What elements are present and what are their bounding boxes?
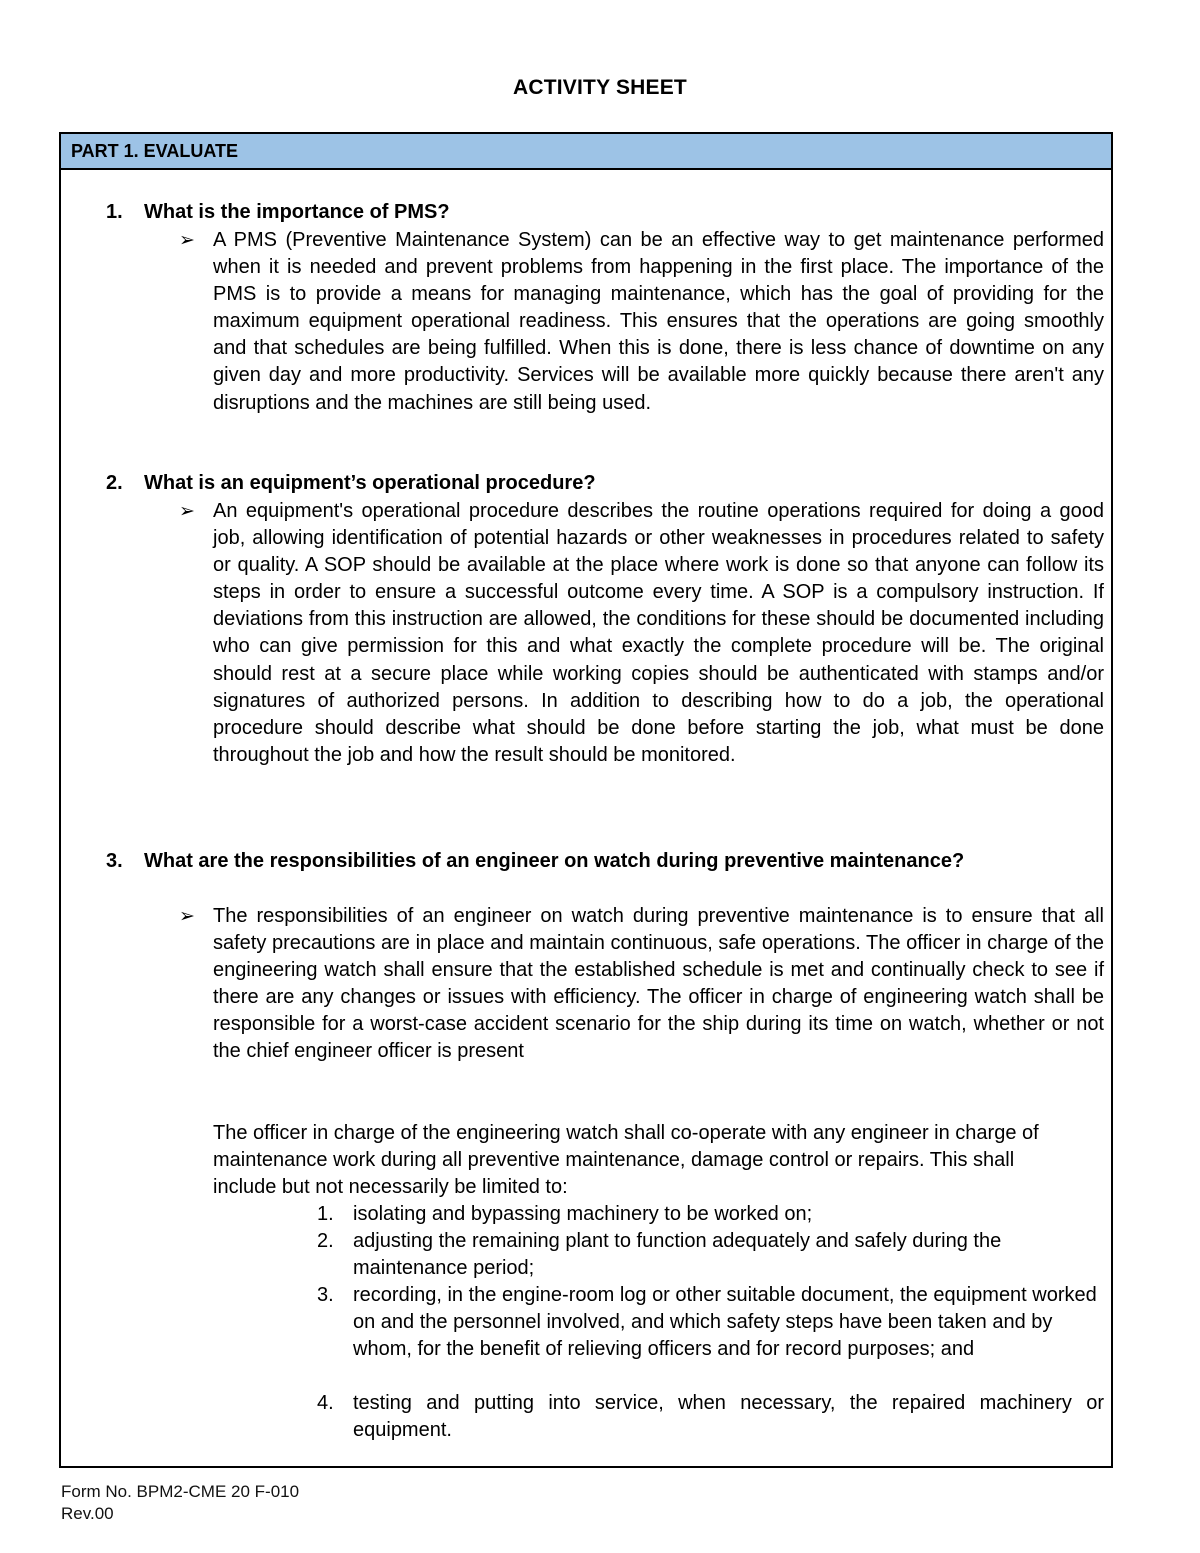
list-item-text: recording, in the engine-room log or other suitable document, the equipment worked on and the personnel involved, and which safety steps have been taken and by whom, for the benefit of relieving officers and for record purposes; and bbox=[353, 1284, 1097, 1361]
list-item bbox=[317, 1390, 1104, 1444]
answer-text: An equipment's operational procedure describes the routine operations required for doing a good job, allowing identification of potential hazards or other weaknesses in procedures related to safety or quality. A SOP should be available at the place where work is done so that anyone can follow its steps in order to ensure a successful outcome every time. A SOP is a compulsory instruction. If deviations from this instruction are allowed, the conditions for these should be documented including who can give permission for this and what exactly the complete procedure will be. The original should rest at a secure place while working copies should be authenticated with stamps and/or signatures of authorized persons. In addition to describing how to do a job, the operational procedure should describe what should be done before starting the job, what must be done throughout the job and how the result should be monitored. bbox=[213, 500, 1104, 766]
list-item-number: 3. bbox=[317, 1284, 334, 1306]
question-number: 1. bbox=[106, 201, 123, 223]
form-number: Form No. BPM2-CME 20 F-010 bbox=[61, 1482, 300, 1501]
answer-3 bbox=[179, 903, 1104, 1066]
page-title: ACTIVITY SHEET bbox=[513, 76, 687, 99]
question-text: What are the responsibilities of an engineer on watch during preventive maintenance? bbox=[144, 850, 965, 872]
question-3 bbox=[106, 848, 1104, 875]
revision: Rev.00 bbox=[61, 1504, 114, 1523]
list-item bbox=[317, 1201, 1104, 1228]
list-item-number: 4. bbox=[317, 1392, 334, 1414]
answer-3-followup: The officer in charge of the engineering watch shall co-operate with any engineer in charge of maintenance work during all preventive maintenance, damage control or repairs. This shall include but not necessarily be limited to: bbox=[213, 1122, 1039, 1199]
answer-text: A PMS (Preventive Maintenance System) can be an effective way to get maintenance performed when it is needed and prevent problems from happening in the first place. The importance of the PMS is to provide a means for managing maintenance, which has the goal of providing for the maximum equipment operational readiness. This ensures that the operations are going smoothly and that schedules are being fulfilled. When this is done, there is less chance of downtime on any given day and more productivity. Services will be available more quickly because there aren't any disruptions and the machines are still being used. bbox=[213, 229, 1104, 414]
list-item bbox=[317, 1282, 1098, 1363]
list-item-text: isolating and bypassing machinery to be worked on; bbox=[353, 1203, 813, 1225]
answer-1 bbox=[179, 227, 1104, 417]
question-number: 2. bbox=[106, 472, 123, 494]
question-text: What is the importance of PMS? bbox=[144, 201, 450, 223]
part-header: PART 1. EVALUATE bbox=[61, 134, 1111, 170]
question-1 bbox=[106, 199, 1104, 226]
arrow-bullet-icon: ➢ bbox=[179, 230, 195, 251]
list-item-number: 2. bbox=[317, 1230, 334, 1252]
list-item bbox=[317, 1228, 1083, 1282]
answer-text: The responsibilities of an engineer on watch during preventive maintenance is to ensure that all safety precautions are in place and maintain continuous, safe operations. The officer in charge of the engineering watch shall ensure that the established schedule is met and continually check to see if there are any changes or issues with efficiency. The officer in charge of engineering watch shall be responsible for a worst-case accident scenario for the ship during its time on watch, whether or not the chief engineer officer is present bbox=[213, 905, 1104, 1063]
list-item-text: testing and putting into service, when necessary, the repaired machinery or equipment. bbox=[353, 1392, 1104, 1442]
question-text: What is an equipment’s operational procedure? bbox=[144, 472, 596, 494]
question-2 bbox=[106, 470, 1104, 497]
list-item-text: adjusting the remaining plant to function adequately and safely during the maintenance period; bbox=[353, 1230, 1002, 1280]
activity-box bbox=[59, 132, 1113, 1468]
arrow-bullet-icon: ➢ bbox=[179, 906, 195, 927]
arrow-bullet-icon: ➢ bbox=[179, 501, 195, 522]
answer-2 bbox=[179, 498, 1104, 769]
list-item-number: 1. bbox=[317, 1203, 334, 1225]
question-number: 3. bbox=[106, 850, 123, 872]
